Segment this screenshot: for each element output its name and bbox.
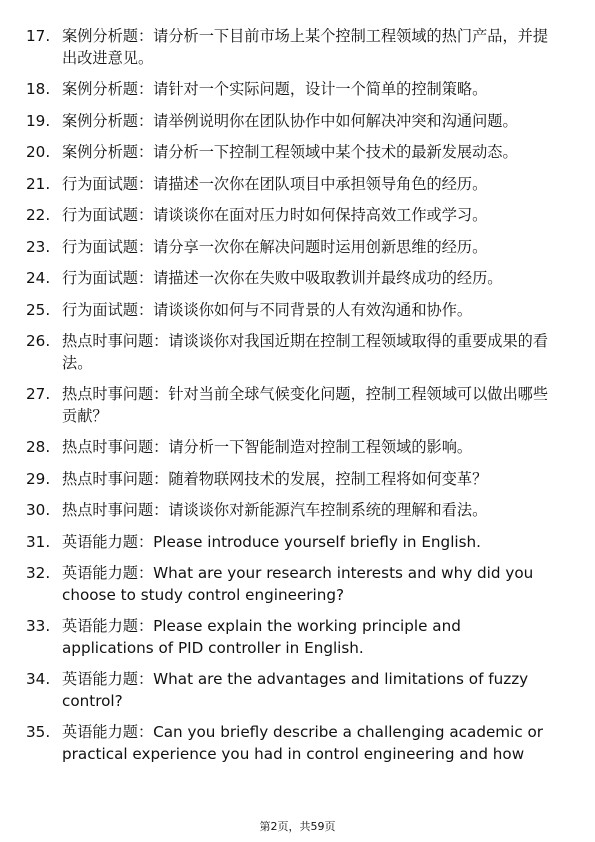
question-item [26,563,556,606]
question-number: 21. [26,174,51,193]
question-item [26,26,556,69]
question-number: 32. [26,564,51,582]
question-text: 案例分析题：请分析一下控制工程领域中某个技术的最新发展动态。 [62,143,518,161]
question-number: 17. [26,27,51,45]
question-number: 26. [26,332,51,350]
question-item [26,300,556,322]
question-item [26,722,556,765]
question-number: 30. [26,501,51,519]
question-number: 23. [26,237,51,256]
question-text: 案例分析题：请分析一下目前市场上某个控制工程领域的热门产品，并提出改进意见。 [62,27,548,67]
question-item [26,532,556,554]
question-number: 31. [26,532,51,551]
question-text: 热点时事问题：针对当前全球气候变化问题，控制工程领域可以做出哪些贡献？ [62,385,548,425]
question-item [26,268,556,290]
question-item [26,79,556,101]
question-number: 35. [26,723,51,741]
question-number: 28. [26,438,51,456]
question-text: 案例分析题：请针对一个实际问题，设计一个简单的控制策略。 [62,80,488,98]
question-text: 行为面试题：请描述一次你在团队项目中承担领导角色的经历。 [62,174,488,193]
question-item [26,205,556,227]
question-number: 18. [26,80,51,98]
question-number: 25. [26,300,51,319]
question-text: 英语能力题：Please explain the working principle and applications of PID controller in English. [62,617,461,657]
question-item [26,669,556,712]
question-text: 热点时事问题：请谈谈你对新能源汽车控制系统的理解和看法。 [62,501,488,519]
question-item [26,500,556,522]
question-number: 22. [26,206,51,224]
question-item [26,437,556,459]
question-number: 24. [26,269,51,287]
question-item [26,616,556,659]
question-item [26,111,556,133]
question-text: 行为面试题：请谈谈你如何与不同背景的人有效沟通和协作。 [62,300,473,319]
question-item [26,237,556,259]
question-text: 行为面试题：请描述一次你在失败中吸取教训并最终成功的经历。 [62,269,503,287]
question-text: 热点时事问题：请分析一下智能制造对控制工程领域的影响。 [62,438,473,456]
question-number: 33. [26,617,51,635]
question-text: 英语能力题：What are the advantages and limitations of fuzzy control? [62,670,529,710]
question-number: 27. [26,385,51,403]
question-text: 行为面试题：请谈谈你在面对压力时如何保持高效工作或学习。 [62,206,488,224]
question-item [26,174,556,196]
question-item [26,469,556,491]
page-footer: 第2页，共59页 [259,820,336,833]
question-number: 34. [26,670,51,688]
question-text: 热点时事问题：请谈谈你对我国近期在控制工程领域取得的重要成果的看法。 [62,332,548,372]
question-text: 英语能力题：Can you briefly describe a challenging academic or practical experience you had in control engineering and how [62,723,544,763]
question-list [26,26,556,775]
question-text: 热点时事问题：随着物联网技术的发展，控制工程将如何变革？ [62,469,488,488]
question-text: 英语能力题：Please introduce yourself briefly in English. [62,532,481,551]
question-item [26,331,556,374]
question-text: 行为面试题：请分享一次你在解决问题时运用创新思维的经历。 [62,237,488,256]
question-number: 20. [26,143,51,161]
question-text: 英语能力题：What are your research interests and why did you choose to study control engineering? [62,564,534,604]
question-item [26,142,556,164]
question-item [26,384,556,427]
question-number: 19. [26,111,51,130]
question-number: 29. [26,469,51,488]
question-text: 案例分析题：请举例说明你在团队协作中如何解决冲突和沟通问题。 [62,111,518,130]
